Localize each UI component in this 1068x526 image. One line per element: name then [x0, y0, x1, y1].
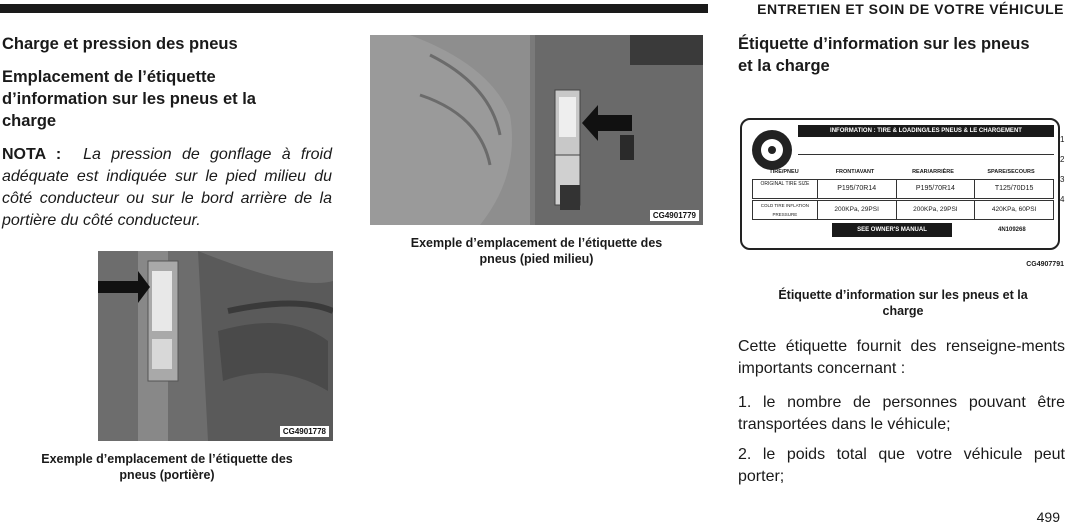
figure-caption: [738, 287, 1068, 319]
label-cell: T125/70D15: [994, 185, 1034, 192]
caption-line: pneus (pied milieu): [479, 252, 594, 266]
door-photo: [98, 251, 333, 441]
nota-text: La pression de gonflage à froid adéquate est indiquée sur le pied milieu du côté conducteur ou sur le bord arrière de la portière du côté conducteur.: [2, 146, 332, 229]
list-item: 2. le poids total que votre véhicule peut porter;: [738, 446, 1065, 485]
label-header: INFORMATION : TIRE & LOADING/LES PNEUS & LE CHARGEMENT: [798, 125, 1054, 137]
subsection-title-line: d’information sur les pneus et la: [2, 90, 256, 108]
nota-label: NOTA :: [2, 146, 62, 163]
label-col: SPARE/SECOURS: [987, 169, 1035, 175]
label-cols: [752, 168, 1052, 176]
section-title: Charge et pression des pneus: [2, 35, 238, 53]
callout-number: 4: [1060, 195, 1065, 204]
subsection-title: [2, 66, 332, 132]
running-header: ENTRETIEN ET SOIN DE VOTRE VÉHICULE: [757, 1, 1064, 17]
label-row-title: ORIGINAL TIRE SIZE: [753, 180, 818, 198]
caption-line: Étiquette d’information sur les pneus et la: [778, 288, 1028, 302]
image-code: CG4907791: [1026, 261, 1064, 268]
label-col: REAR/ARRIÈRE: [912, 169, 954, 175]
subsection-title-line: charge: [2, 112, 57, 130]
callout-number: 2: [1060, 155, 1065, 164]
header-rule: [0, 4, 708, 13]
label-cell: P195/70R14: [897, 180, 976, 198]
label-cell: 420KPa, 60PSI: [991, 206, 1037, 213]
label-col: FRONT/AVANT: [835, 169, 875, 175]
right-title: [738, 33, 1063, 77]
page-number: 499: [1036, 509, 1060, 525]
label-footer: SEE OWNER'S MANUAL: [832, 223, 952, 237]
caption-line: Exemple d’emplacement de l’étiquette des: [410, 236, 663, 250]
label-cell: 200KPa, 29PSI: [818, 201, 897, 219]
body-paragraph: Cette étiquette fournit des renseigne-ments importants concernant :: [738, 338, 1065, 377]
caption-line: pneus (portière): [119, 468, 215, 482]
label-row-pressure: [752, 200, 1054, 220]
tire-label-figure: [738, 115, 1068, 275]
list-item: 1. le nombre de personnes pouvant être transportées dans le véhicule;: [738, 394, 1065, 433]
figure-caption: [2, 451, 332, 483]
nota-paragraph: [2, 144, 332, 232]
label-row-size: [752, 179, 1054, 199]
label-row-title: COLD TIRE INFLATION PRESSURE: [753, 201, 818, 219]
callout-number: 1: [1060, 135, 1065, 144]
subsection-title-line: Emplacement de l’étiquette: [2, 68, 216, 86]
callout-number: 3: [1060, 175, 1065, 184]
image-code: CG4901779: [650, 210, 699, 221]
label-code: 4N109268: [998, 227, 1026, 233]
caption-line: charge: [882, 304, 924, 318]
right-title-line: Étiquette d’information sur les pneus: [738, 35, 1030, 53]
tire-icon: [750, 128, 794, 172]
pillar-photo: [370, 35, 703, 225]
label-cell: P195/70R14: [818, 180, 897, 198]
caption-line: Exemple d’emplacement de l’étiquette des: [41, 452, 293, 466]
figure-caption: [370, 235, 703, 267]
image-code: CG4901778: [280, 426, 329, 437]
label-cell: 200KPa, 29PSI: [897, 201, 976, 219]
label-col: TIRE/PNEU: [769, 169, 799, 175]
tire-label: [740, 118, 1060, 250]
right-title-line: et la charge: [738, 57, 830, 75]
